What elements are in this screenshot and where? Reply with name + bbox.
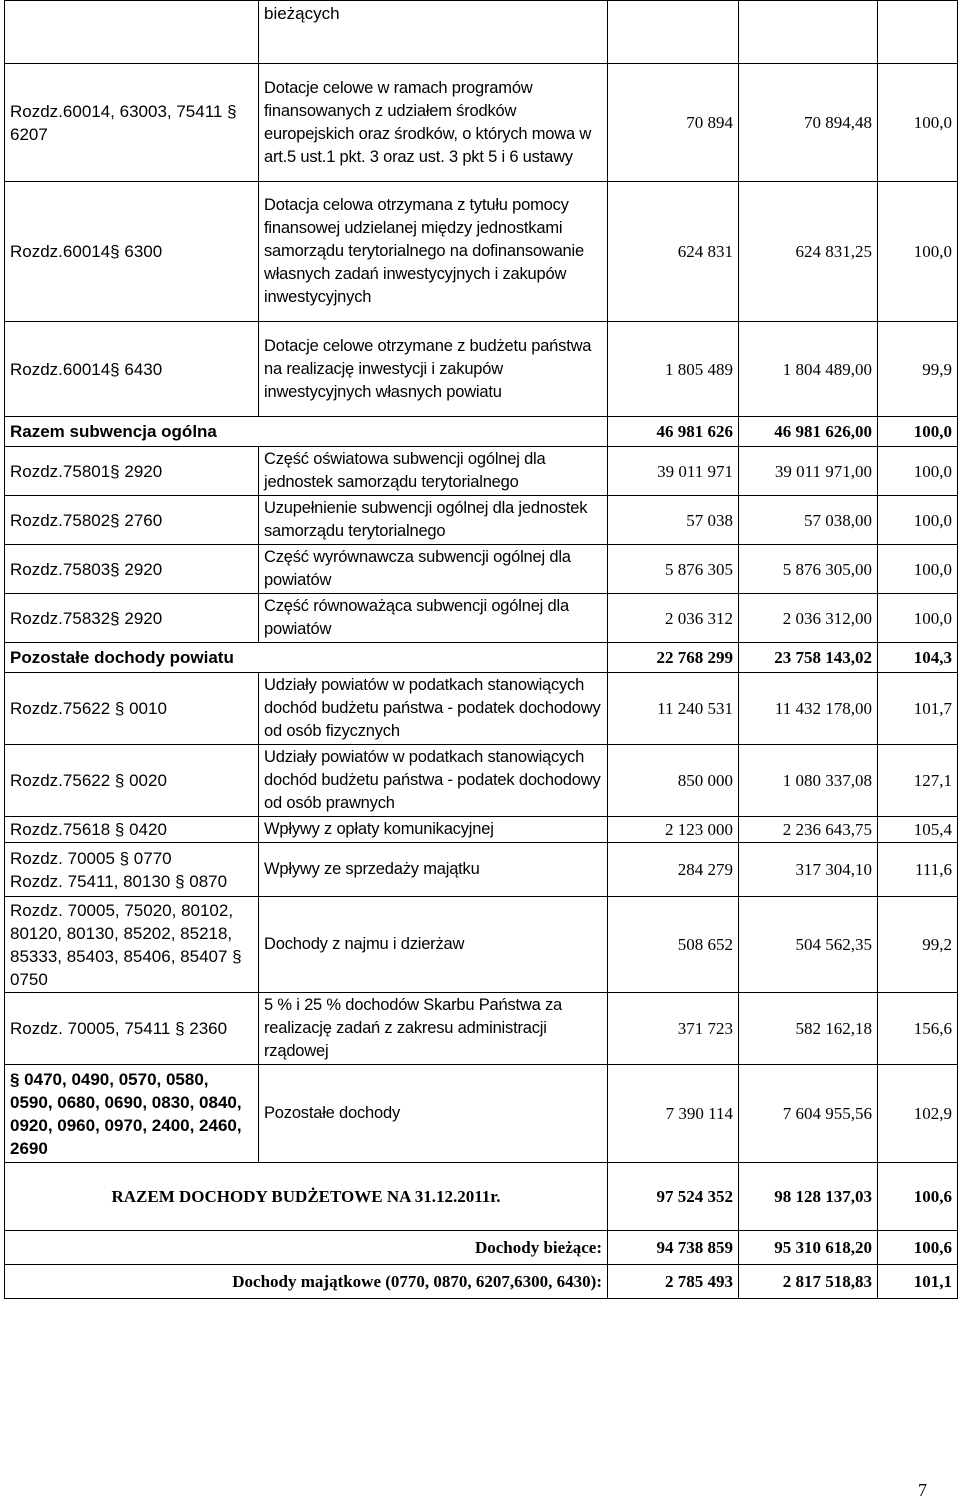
exec-cell: 7 604 955,56 [739, 1065, 878, 1163]
table-row [5, 496, 958, 545]
grand-total-row [5, 1163, 958, 1231]
code-line: Rozdz. 70005 § 0770 [10, 848, 172, 868]
desc-cell: Wpływy ze sprzedaży majątku [259, 843, 608, 897]
pct-cell: 100,0 [878, 447, 958, 496]
pct-cell: 102,9 [878, 1065, 958, 1163]
table-row [5, 843, 958, 897]
exec-cell: 11 432 178,00 [739, 673, 878, 745]
page-number: 7 [918, 1480, 927, 1500]
exec-cell: 624 831,25 [739, 182, 878, 322]
pct-cell: 105,4 [878, 817, 958, 843]
code-cell: Rozdz.75802§ 2760 [5, 496, 259, 545]
table-row [5, 817, 958, 843]
pct-cell: 111,6 [878, 843, 958, 897]
budget-income-table [4, 0, 958, 1299]
capital-income-row [5, 1265, 958, 1299]
code-line: Rozdz. 75411, 80130 § 0870 [10, 871, 228, 891]
pct-cell: 99,2 [878, 897, 958, 993]
table-row [5, 64, 958, 182]
code-cell [5, 1, 259, 64]
pct-cell: 104,3 [878, 643, 958, 673]
exec-cell: 39 011 971,00 [739, 447, 878, 496]
current-income-row [5, 1231, 958, 1265]
exec-cell: 582 162,18 [739, 993, 878, 1065]
desc-cell [259, 1, 608, 64]
pct-cell: 100,0 [878, 594, 958, 643]
plan-cell: 97 524 352 [608, 1163, 739, 1231]
code-cell: Rozdz.60014, 63003, 75411 § 6207 [5, 64, 259, 182]
exec-cell: 95 310 618,20 [739, 1231, 878, 1265]
code-cell: Rozdz. 70005, 75020, 80102, 80120, 80130, 85202, 85218, 85333, 85403, 85406, 85407 § 0750 [5, 897, 259, 993]
desc-cell: Dochody z najmu i dzierżaw [259, 897, 608, 993]
desc-cell: Część równoważąca subwencji ogólnej dla powiatów [259, 594, 608, 643]
table-row [5, 745, 958, 817]
plan-cell [608, 1, 739, 64]
code-cell: Rozdz.75622 § 0020 [5, 745, 259, 817]
exec-cell [739, 1, 878, 64]
desc-cell: 5 % i 25 % dochodów Skarbu Państwa za realizację zadań z zakresu administracji rządowej [259, 993, 608, 1065]
table-row [5, 993, 958, 1065]
exec-cell: 23 758 143,02 [739, 643, 878, 673]
pct-cell: 99,9 [878, 322, 958, 417]
plan-cell: 2 785 493 [608, 1265, 739, 1299]
pct-cell: 100,0 [878, 545, 958, 594]
exec-cell: 57 038,00 [739, 496, 878, 545]
plan-cell: 624 831 [608, 182, 739, 322]
code-cell: Rozdz.60014§ 6430 [5, 322, 259, 417]
exec-cell: 46 981 626,00 [739, 417, 878, 447]
exec-cell: 70 894,48 [739, 64, 878, 182]
exec-cell: 504 562,35 [739, 897, 878, 993]
pct-cell: 100,0 [878, 417, 958, 447]
table-row [5, 1065, 958, 1163]
exec-cell: 1 080 337,08 [739, 745, 878, 817]
pct-cell: 127,1 [878, 745, 958, 817]
grand-total-label: RAZEM DOCHODY BUDŻETOWE NA 31.12.2011r. [5, 1163, 608, 1231]
capital-income-label: Dochody majątkowe (0770, 0870, 6207,6300, 6430): [5, 1265, 608, 1299]
code-cell: Rozdz.60014§ 6300 [5, 182, 259, 322]
exec-cell: 5 876 305,00 [739, 545, 878, 594]
pozostale-total-row [5, 643, 958, 673]
plan-cell: 39 011 971 [608, 447, 739, 496]
exec-cell: 98 128 137,03 [739, 1163, 878, 1231]
table-row [5, 182, 958, 322]
pct-cell: 156,6 [878, 993, 958, 1065]
pct-cell: 101,7 [878, 673, 958, 745]
exec-cell: 2 036 312,00 [739, 594, 878, 643]
plan-cell: 2 036 312 [608, 594, 739, 643]
desc-cell: Pozostałe dochody [259, 1065, 608, 1163]
exec-cell: 2 817 518,83 [739, 1265, 878, 1299]
plan-cell: 57 038 [608, 496, 739, 545]
plan-cell: 850 000 [608, 745, 739, 817]
plan-cell: 70 894 [608, 64, 739, 182]
exec-cell: 2 236 643,75 [739, 817, 878, 843]
code-cell: Rozdz.75622 § 0010 [5, 673, 259, 745]
table-row [5, 447, 958, 496]
code-cell: § 0470, 0490, 0570, 0580, 0590, 0680, 0690, 0830, 0840, 0920, 0960, 0970, 2400, 2460, 2690 [5, 1065, 259, 1163]
code-cell: Rozdz. 70005, 75411 § 2360 [5, 993, 259, 1065]
table-row [5, 673, 958, 745]
pct-cell: 100,0 [878, 182, 958, 322]
desc-cell: Dotacje celowe w ramach programów finansowanych z udziałem środków europejskich oraz środków, o których mowa w art.5 ust.1 pkt. 3 oraz ust. 3 pkt 5 i 6 ustawy [259, 64, 608, 182]
desc-cell: Udziały powiatów w podatkach stanowiących dochód budżetu państwa - podatek dochodowy od osób fizycznych [259, 673, 608, 745]
pct-cell: 100,0 [878, 64, 958, 182]
code-cell: Rozdz.75803§ 2920 [5, 545, 259, 594]
table-row [5, 322, 958, 417]
desc-cell: Udziały powiatów w podatkach stanowiących dochód budżetu państwa - podatek dochodowy od osób prawnych [259, 745, 608, 817]
plan-cell: 7 390 114 [608, 1065, 739, 1163]
section-label: Pozostałe dochody powiatu [5, 643, 608, 673]
code-cell [5, 843, 259, 897]
plan-cell: 284 279 [608, 843, 739, 897]
desc-cell: Część oświatowa subwencji ogólnej dla jednostek samorządu terytorialnego [259, 447, 608, 496]
code-cell: Rozdz.75832§ 2920 [5, 594, 259, 643]
pct-cell [878, 1, 958, 64]
plan-cell: 11 240 531 [608, 673, 739, 745]
desc-cell: Wpływy z opłaty komunikacyjnej [259, 817, 608, 843]
pct-cell: 100,6 [878, 1163, 958, 1231]
plan-cell: 5 876 305 [608, 545, 739, 594]
plan-cell: 46 981 626 [608, 417, 739, 447]
pct-cell: 100,6 [878, 1231, 958, 1265]
pct-cell: 100,0 [878, 496, 958, 545]
plan-cell: 1 805 489 [608, 322, 739, 417]
desc-cell: Dotacja celowa otrzymana z tytułu pomocy finansowej udzielanej między jednostkami samorządu terytorialnego na dofinansowanie własnych zadań inwestycyjnych i zakupów inwestycyjnych [259, 182, 608, 322]
table-row [5, 545, 958, 594]
table-row [5, 1, 958, 64]
code-cell: Rozdz.75618 § 0420 [5, 817, 259, 843]
plan-cell: 508 652 [608, 897, 739, 993]
subwencja-total-row [5, 417, 958, 447]
table-row [5, 594, 958, 643]
desc-cell: Część wyrównawcza subwencji ogólnej dla powiatów [259, 545, 608, 594]
desc-text: bieżących [264, 4, 340, 23]
code-cell: Rozdz.75801§ 2920 [5, 447, 259, 496]
table-row [5, 897, 958, 993]
plan-cell: 94 738 859 [608, 1231, 739, 1265]
plan-cell: 371 723 [608, 993, 739, 1065]
pct-cell: 101,1 [878, 1265, 958, 1299]
desc-cell: Dotacje celowe otrzymane z budżetu państwa na realizację inwestycji i zakupów inwestycyjnych własnych powiatu [259, 322, 608, 417]
plan-cell: 2 123 000 [608, 817, 739, 843]
section-label: Razem subwencja ogólna [5, 417, 608, 447]
current-income-label: Dochody bieżące: [5, 1231, 608, 1265]
exec-cell: 317 304,10 [739, 843, 878, 897]
exec-cell: 1 804 489,00 [739, 322, 878, 417]
plan-cell: 22 768 299 [608, 643, 739, 673]
desc-cell: Uzupełnienie subwencji ogólnej dla jednostek samorządu terytorialnego [259, 496, 608, 545]
